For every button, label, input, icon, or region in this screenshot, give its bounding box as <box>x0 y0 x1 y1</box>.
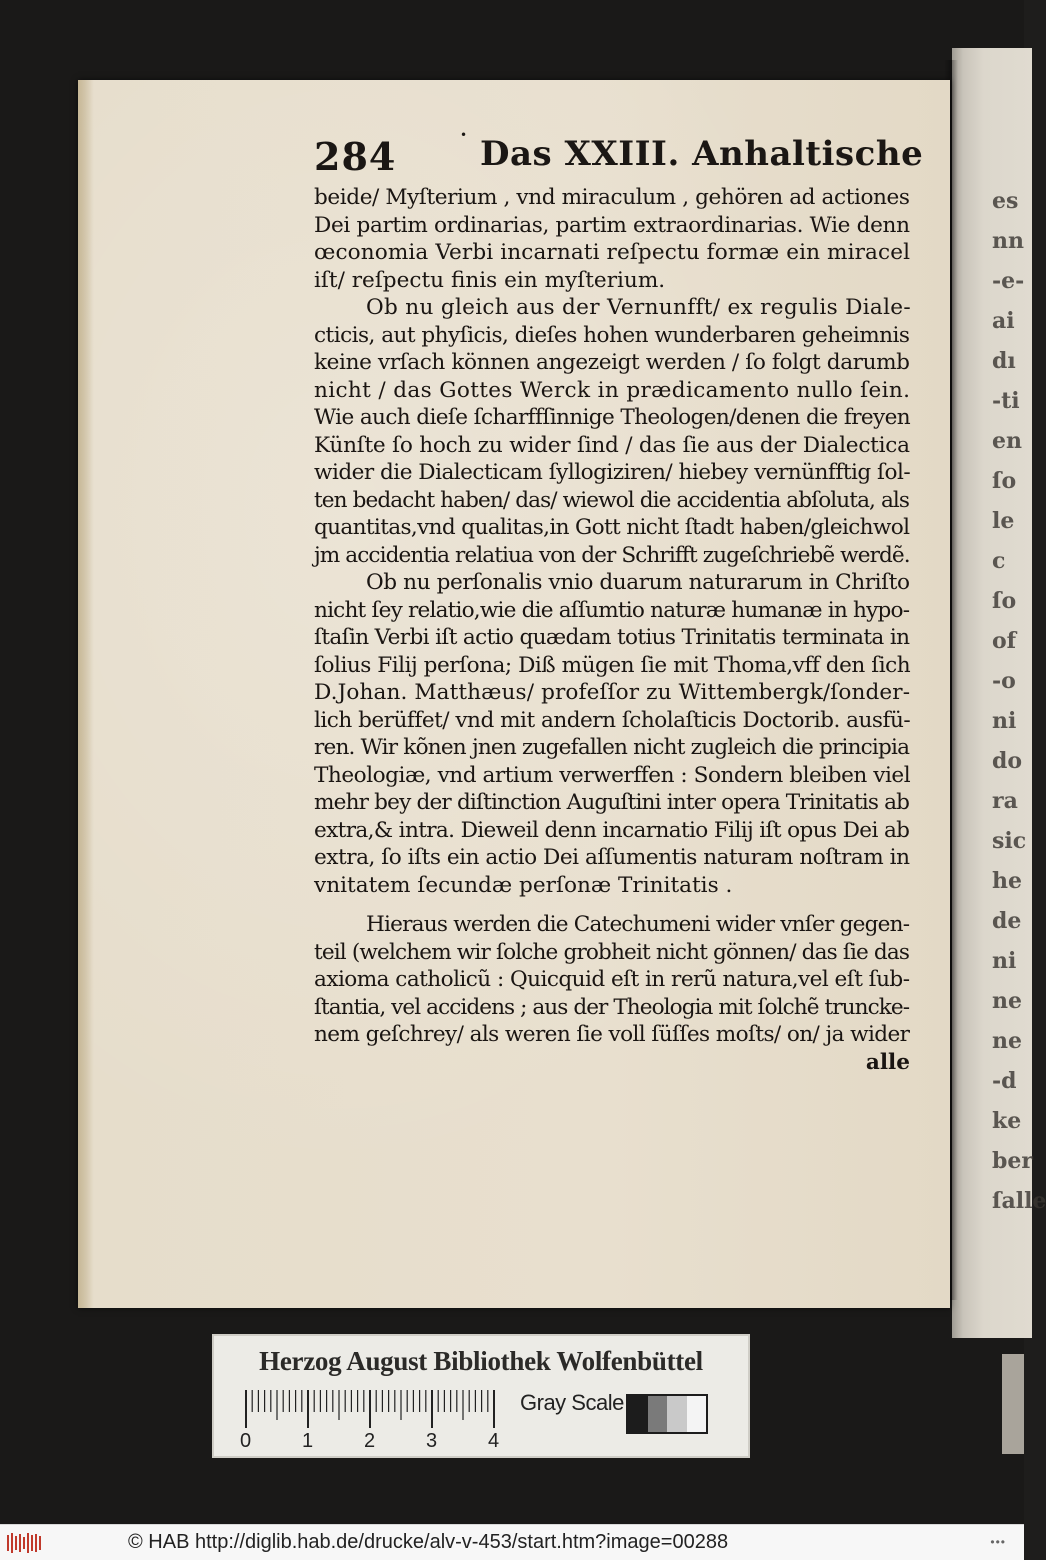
next-page-fragment: dı <box>992 348 1016 374</box>
text-line: Ob nu gleich aus der Vernunfft/ ex regulis Diale- <box>366 295 911 320</box>
text-line: nem geſchrey/ als weren ſie voll ſüſſes moſts/ on/ ja wider <box>314 1022 910 1047</box>
running-head <box>314 128 924 190</box>
text-line: axioma catholicũ : Quicquid eſt in rerũ natura,vel eſt ſub- <box>314 967 910 992</box>
copyright-url[interactable]: © HAB http://diglib.hab.de/drucke/alv-v-453/start.htm?image=00288 <box>128 1531 729 1553</box>
book-page <box>78 80 950 1308</box>
next-page-fragment: ne <box>992 988 1022 1014</box>
catchword: alle <box>865 1049 910 1075</box>
next-page-fragment: -o <box>992 668 1016 694</box>
next-page-fragment: sic <box>992 828 1027 854</box>
next-page-fragment: -d <box>992 1068 1017 1094</box>
next-page-fragment: nn <box>992 228 1024 254</box>
text-line: ſtaſin Verbi iſt actio quædam totius Trinitatis terminata in <box>314 625 910 650</box>
more-icon[interactable]: ••• <box>990 1535 1006 1549</box>
text-line: extra,& intra. Dieweil denn incarnatio Filij iſt opus Dei ab <box>314 817 910 843</box>
text-line: lich berüffet/ vnd mit andern ſcholaſticis Doctorib. ausfü- <box>314 707 911 733</box>
scale-ruler <box>238 1388 508 1434</box>
gray-swatch <box>687 1396 707 1432</box>
next-page-fragment: ber <box>992 1148 1033 1174</box>
ruler-number: 4 <box>488 1430 500 1452</box>
text-line: quantitas,vnd qualitas,in Gott nicht ſtadt haben/gleichwol <box>314 515 910 540</box>
gray-scale-swatches <box>626 1394 708 1434</box>
text-line: teil (welchem wir ſolche grobheit nicht gönnen/ das ſie das <box>314 939 910 965</box>
text-line: œconomia Verbi incarnati reſpectu formæ ein miracel <box>314 240 911 265</box>
next-page-fragment: ſalle <box>992 1188 1046 1214</box>
page-number: 284 <box>314 134 397 179</box>
text-line: Wie auch dieſe ſcharffſinnige Theologen/denen die freyen <box>314 405 911 430</box>
text-line: beide/ Myſterium , vnd miraculum , gehören ad actiones <box>314 185 910 210</box>
text-line: ſolius Filij perſona; Diß mügen ſie mit Thoma,vff den ſich <box>314 652 911 678</box>
edge-chip <box>1002 1354 1024 1454</box>
text-line: Ob nu perſonalis vnio duarum naturarum in Chriſto <box>366 570 910 595</box>
text-line: jm accidentia relatiua von der Schrifft zugeſchriebẽ werdẽ. <box>314 542 910 568</box>
next-page-fragment: do <box>992 748 1023 774</box>
text-line: vnitatem ſecundæ perſonæ Trinitatis . <box>314 872 733 898</box>
text-line: nicht / das Gottes Werck in prædicamento nullo ſein. <box>314 377 911 403</box>
next-page-fragment: le <box>992 508 1015 534</box>
gray-swatch <box>628 1396 648 1432</box>
next-page-fragment: -ti <box>992 388 1020 414</box>
next-page-fragment: de <box>992 908 1022 934</box>
text-line: ren. Wir kõnen jnen zugefallen nicht zugleich die principia <box>314 735 910 760</box>
next-page-fragment: ni <box>992 948 1017 974</box>
text-line: iſt/ reſpectu finis ein myſterium. <box>314 267 666 293</box>
text-line: wider die Dialecticam ſyllogiziren/ hiebey vernünfftig ſol- <box>314 460 911 485</box>
next-page-fragment: ni <box>992 708 1017 734</box>
next-page-fragment: ke <box>992 1108 1022 1134</box>
gray-swatch <box>667 1396 687 1432</box>
next-page-fragment: en <box>992 428 1022 454</box>
next-page-fragment: ſo <box>992 468 1017 494</box>
hab-logo-icon <box>6 1531 46 1555</box>
color-target-card <box>212 1334 750 1458</box>
text-line: mehr bey der diſtinction Auguſtini inter opera Trinitatis ab <box>314 790 910 815</box>
text-line: nicht ſey relatio,wie die aſſumtio naturæ humanæ in hypo- <box>314 597 910 623</box>
text-line: Theologiæ, vnd artium verwerffen : Sondern bleiben viel <box>314 762 911 788</box>
next-page-fragment: ſo <box>992 588 1017 614</box>
text-line: Dei partim ordinarias, partim extraordinarias. Wie denn <box>314 212 910 238</box>
text-line: cticis, aut phyſicis, dieſes hohen wunderbaren geheimnis <box>314 322 910 348</box>
footer-bar <box>0 1524 1024 1560</box>
gray-swatch <box>648 1396 668 1432</box>
text-line: Hieraus werden die Catechumeni wider vnſer gegen- <box>366 912 910 937</box>
text-line: Künſte ſo hoch zu wider ſind / das ſie aus der Dialectica <box>314 432 910 458</box>
gray-scale-label: Gray Scale <box>520 1390 624 1415</box>
next-page-fragment: ra <box>992 788 1018 814</box>
next-page-fragment: he <box>992 868 1022 894</box>
running-title: Das XXIII. Anhaltische <box>480 134 924 174</box>
ruler-number: 1 <box>302 1430 314 1452</box>
text-line: ſtantia, vel accidens ; aus der Theologia mit ſolchẽ truncke- <box>314 994 910 1020</box>
next-page-fragment: ai <box>992 308 1015 334</box>
ruler-number: 2 <box>364 1430 376 1452</box>
text-line: ten bedacht haben/ das/ wiewol die accidentia abſoluta, als <box>314 487 910 513</box>
next-page-edge <box>952 48 1046 1338</box>
text-line: keine vrſach können angezeigt werden / ſo folgt darumb <box>314 350 910 375</box>
next-page-fragment: -e- <box>992 268 1025 294</box>
library-name: Herzog August Bibliothek Wolfenbüttel <box>259 1346 703 1376</box>
ornament-dot: • <box>460 128 468 142</box>
next-page-fragment: c <box>992 548 1006 574</box>
body-text <box>314 184 910 1076</box>
text-line: extra, ſo iſts ein actio Dei aſſumentis naturam noſtram in <box>314 845 910 870</box>
next-page-fragment: es <box>992 188 1019 214</box>
next-page-fragment: ne <box>992 1028 1022 1054</box>
ruler-number: 3 <box>426 1430 438 1452</box>
text-line: D.Johan. Matthæus/ profeſſor zu Wittembergk/ſonder- <box>314 680 911 705</box>
ruler-number: 0 <box>240 1430 252 1452</box>
next-page-fragment: of <box>992 628 1017 654</box>
